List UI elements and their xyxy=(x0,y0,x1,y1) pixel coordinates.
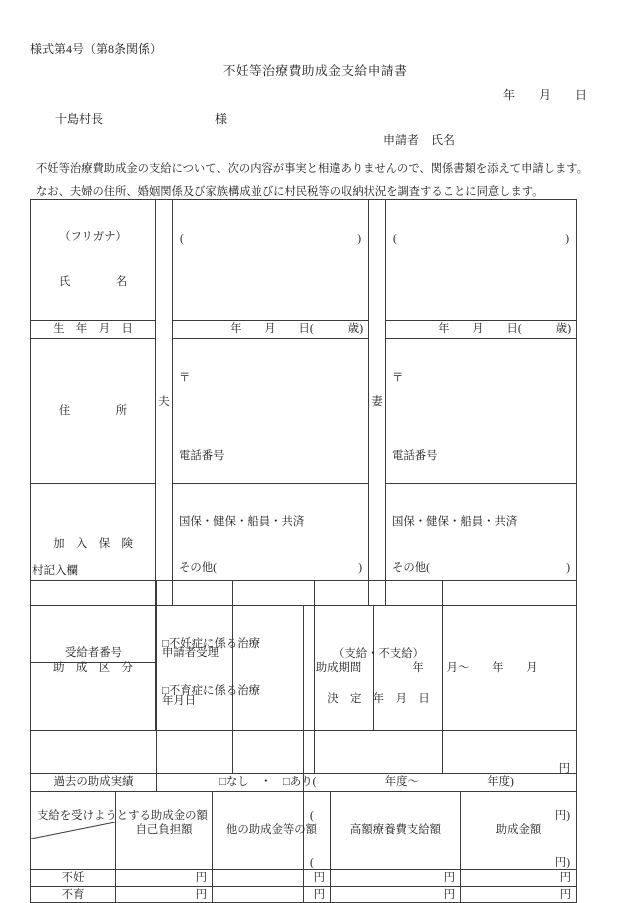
recipient-number-cell xyxy=(31,581,157,774)
date-line: 年 月 日 xyxy=(503,88,588,102)
wife-postal-mark: 〒 xyxy=(392,372,404,384)
period-value-cell: 年 月～ 年 月 xyxy=(374,606,577,731)
addressee: 十島村長 xyxy=(55,112,104,126)
wife-insurance-other-close: ) xyxy=(566,562,570,574)
amount-paren-open-3: ( xyxy=(310,857,314,869)
wife-address-cell xyxy=(386,339,577,484)
diagonal-line xyxy=(31,822,115,839)
recipient-number-label: 受給者番号 xyxy=(31,644,156,663)
amount-yen-1: 円 xyxy=(558,763,570,775)
recurrent-subsidy-yen: 円 xyxy=(461,887,577,903)
col-header-self-pay: 自己負担額 xyxy=(116,792,213,870)
decision-label-2: 決 定 年 月 日 xyxy=(327,693,430,705)
amount-label-cell: 支給を受けようとする助成金の額 xyxy=(31,731,304,903)
category-option-infertility: □不妊症に係る治療 xyxy=(162,638,261,650)
insurance-label-cell: 加 入 保 険 xyxy=(31,484,156,606)
past-subsidy-value: □なし ・ □あり( 年度～ 年度) xyxy=(157,774,577,792)
applicant-name-label: 申請者 氏名 xyxy=(383,133,456,147)
office-header-table xyxy=(30,580,577,774)
husband-insurance-other-close: ) xyxy=(358,562,362,574)
row-label-infertility: 不妊 xyxy=(31,870,116,887)
accepted-date-label-1: 申請者受理 xyxy=(162,647,219,659)
address-label-cell: 住 所 xyxy=(31,339,156,484)
name-label: 氏 名 xyxy=(58,276,128,288)
infertility-high-cost-yen: 円 xyxy=(331,870,461,887)
recurrent-high-cost-yen: 円 xyxy=(331,887,461,903)
recipient-number-value xyxy=(31,693,156,711)
husband-furigana-paren-close: ) xyxy=(357,233,361,245)
amounts-grid-table xyxy=(30,791,577,903)
husband-address-cell xyxy=(173,339,369,484)
husband-insurance-other-open: その他( xyxy=(179,562,217,574)
husband-column-label: 夫 xyxy=(156,200,173,606)
husband-furigana-paren-open: ( xyxy=(180,233,184,245)
col-header-high-cost-care: 高額療養費支給額 xyxy=(331,792,461,870)
decision-label-cell xyxy=(315,581,443,774)
wife-phone-label: 電話番号 xyxy=(392,450,438,462)
husband-postal-mark: 〒 xyxy=(179,372,191,384)
wife-insurance-types: 国保・健保・船員・共済 xyxy=(392,516,518,528)
col-header-subsidy-amount: 助成金額 xyxy=(461,792,577,870)
husband-birth-cell: 年 月 日( 歳) xyxy=(173,321,369,339)
period-label-cell: 助成期間 xyxy=(304,606,374,731)
amount-yen-3: 円) xyxy=(554,857,570,869)
infertility-subsidy-yen: 円 xyxy=(461,870,577,887)
amount-paren-open-2: ( xyxy=(310,810,314,822)
infertility-self-pay-yen: 円 xyxy=(116,870,213,887)
accepted-date-label-cell xyxy=(157,581,233,774)
wife-column-label: 妻 xyxy=(369,200,386,606)
name-label-cell xyxy=(31,200,156,321)
page-title: 不妊等治療費助成金支給申請書 xyxy=(222,64,408,78)
accepted-date-value-cell xyxy=(233,581,315,774)
past-subsidy-label: 過去の助成実績 xyxy=(31,774,157,792)
recurrent-other-subsidy-yen: 円 xyxy=(213,887,331,903)
wife-insurance-other-open: その他( xyxy=(392,562,430,574)
table-row xyxy=(31,870,577,887)
form-number: 様式第4号（第8条関係） xyxy=(30,42,163,56)
past-subsidy-table xyxy=(30,773,577,792)
recurrent-self-pay-yen: 円 xyxy=(116,887,213,903)
wife-furigana-paren-open: ( xyxy=(393,233,397,245)
wife-furigana-paren-close: ) xyxy=(565,233,569,245)
infertility-other-subsidy-yen: 円 xyxy=(213,870,331,887)
office-use-table xyxy=(30,580,576,903)
furigana-label: （フリガナ） xyxy=(59,231,127,243)
amount-yen-2: 円) xyxy=(554,810,570,822)
declaration-line-1: 不妊等治療費助成金の支給について、次の内容が事実と相違ありませんので、関係書類を添えて申請します。 xyxy=(36,163,588,175)
decision-date-value-cell xyxy=(443,581,577,774)
diagonal-header-cell xyxy=(31,792,116,870)
decision-label-1: （支給・不支給） xyxy=(332,648,425,660)
declaration-line-2: なお、夫婦の住所、婚姻関係及び家族構成並びに村民税等の収納状況を調査することに同意します。 xyxy=(36,186,544,198)
husband-name-cell xyxy=(173,200,369,321)
applicant-info-table xyxy=(30,199,577,606)
office-use-section-label: 村記入欄 xyxy=(32,565,78,577)
accepted-date-label-2: 年月日 xyxy=(162,695,197,707)
husband-insurance-types: 国保・健保・船員・共済 xyxy=(179,516,305,528)
col-header-other-subsidy: 他の助成金等の額 xyxy=(213,792,331,870)
addressee-honorific: 様 xyxy=(215,112,228,126)
husband-phone-label: 電話番号 xyxy=(179,450,225,462)
birth-label-cell: 生 年 月 日 xyxy=(31,321,156,339)
wife-birth-cell: 年 月 日( 歳) xyxy=(386,321,577,339)
row-label-recurrent: 不育 xyxy=(31,887,116,903)
wife-name-cell xyxy=(386,200,577,321)
table-row xyxy=(31,887,577,903)
category-label-cell: 助 成 区 分 xyxy=(31,606,156,731)
category-option-recurrent: □不育症に係る治療 xyxy=(162,685,261,697)
